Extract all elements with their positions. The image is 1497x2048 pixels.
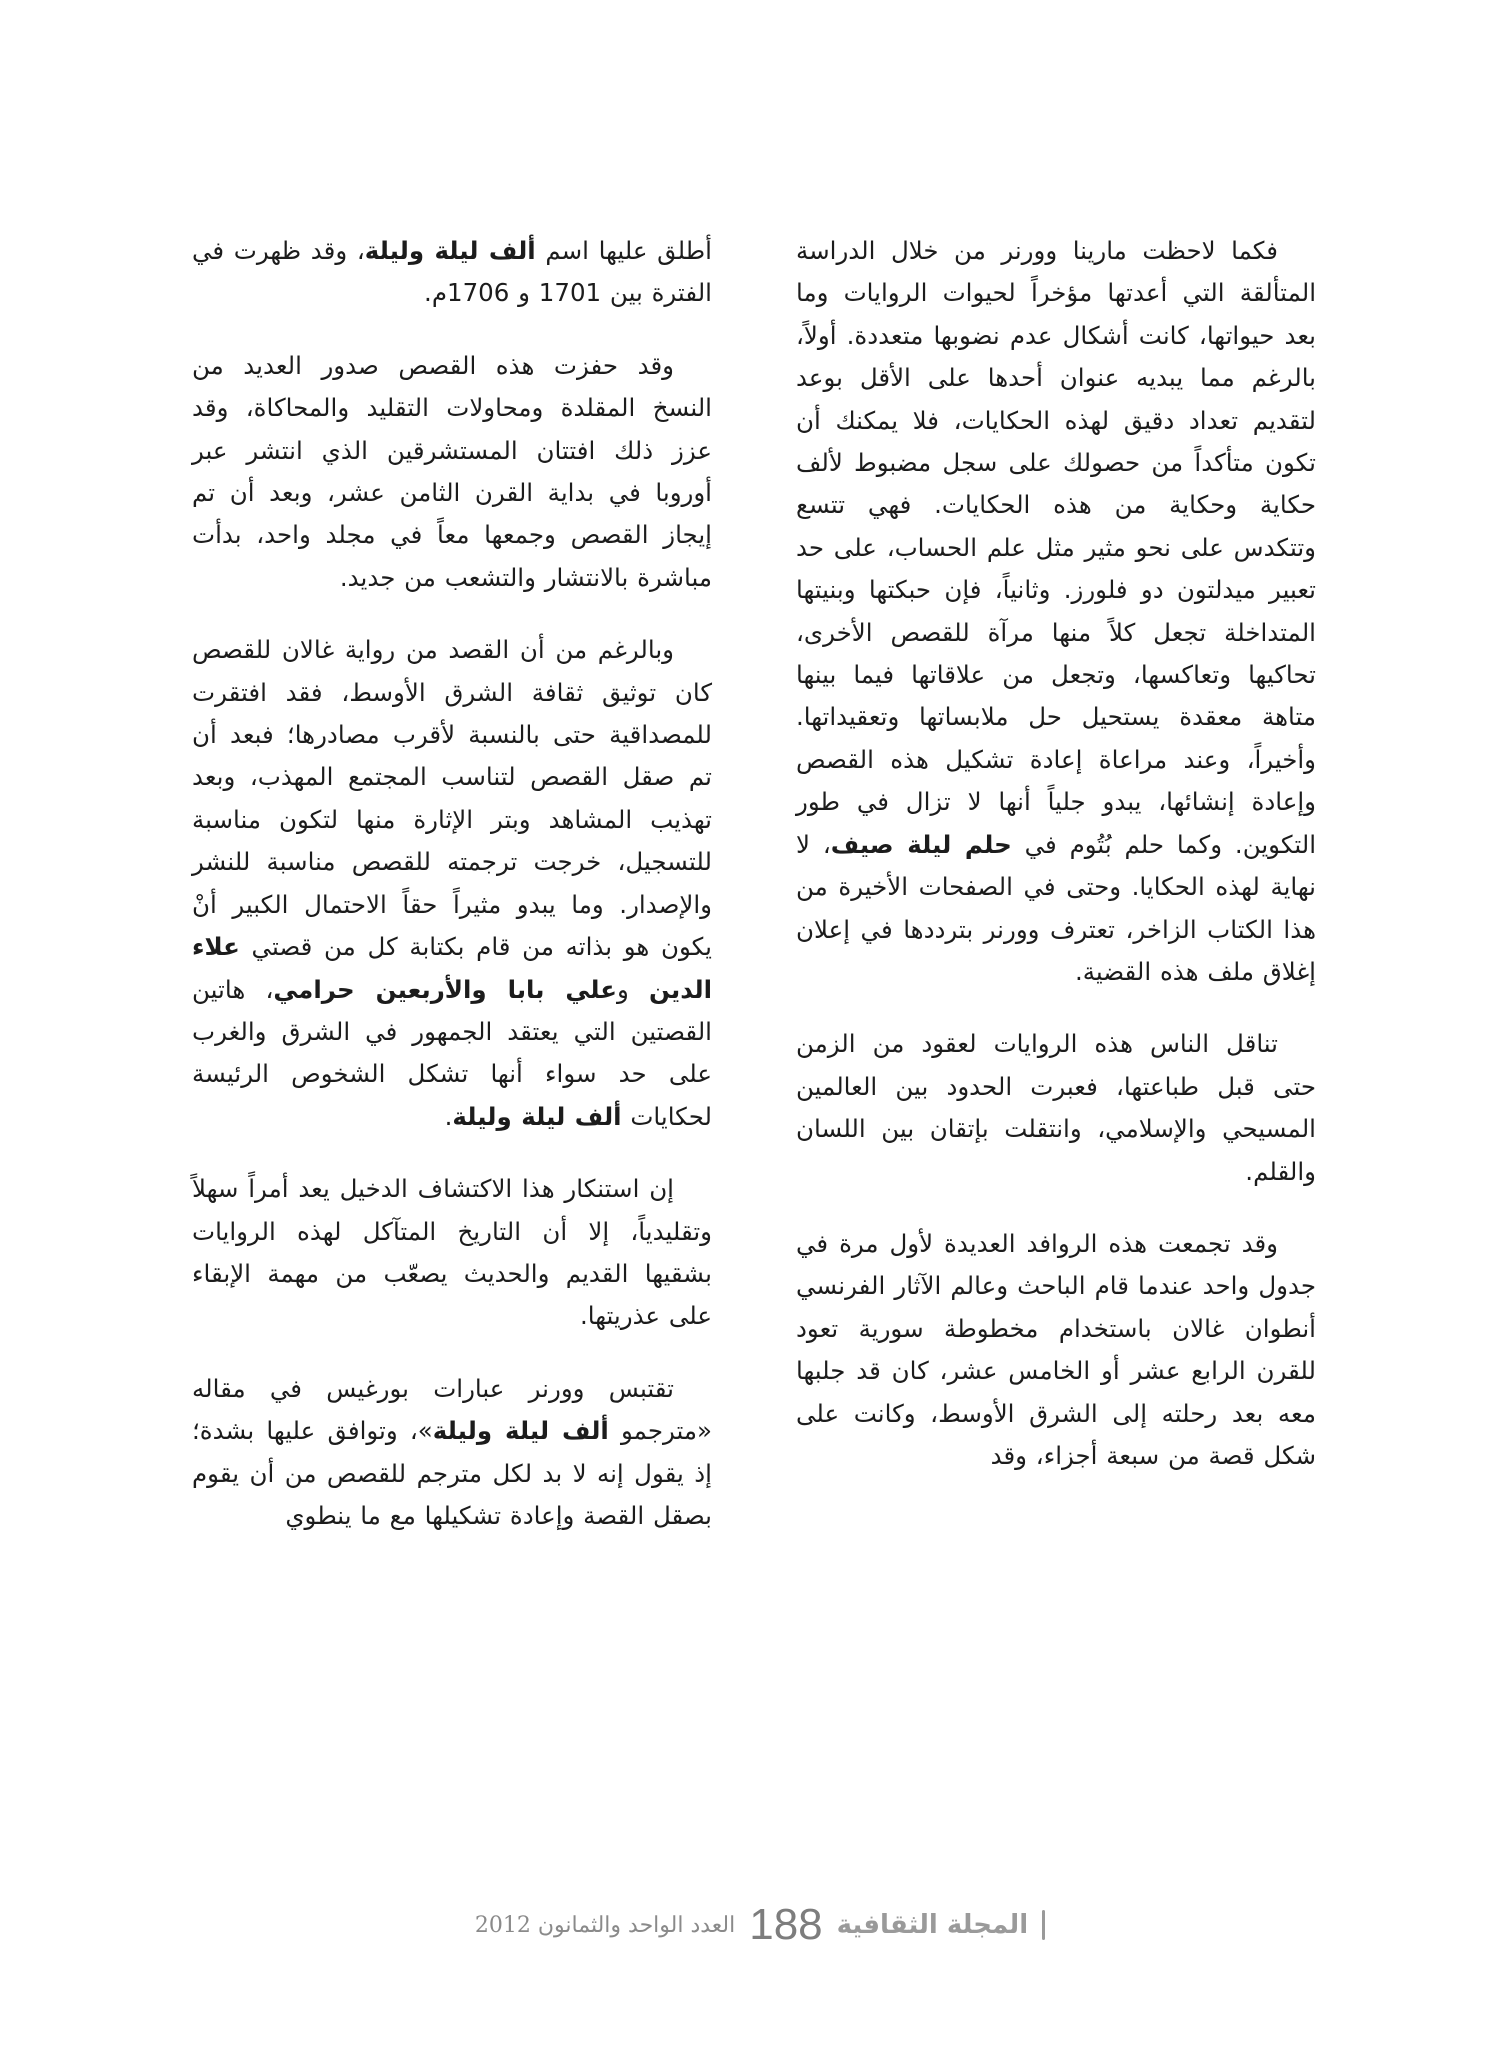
paragraph-text: تقتبس وورنر عبارات بورغيس في مقاله «مترجمو xyxy=(192,1373,713,1446)
paragraph-text: »، وتوافق عليها بشدة؛ إذ يقول إنه لا بد لكل مترجم للقصص من أن يقوم بصقل القصة وإعادة تشكيلها مع ما ينطوي xyxy=(192,1416,712,1530)
magazine-name: المجلة الثقافية xyxy=(836,1910,1029,1940)
paragraph-warner-study xyxy=(796,230,1316,993)
paragraph-text: و xyxy=(616,974,649,1004)
book-title-bold: حلم ليلة صيف xyxy=(830,829,1012,859)
page-number: 188 xyxy=(749,1900,823,1949)
paragraph-text: ، وقد ظهرت في الفترة بين 1701 و 1706م. xyxy=(192,236,712,308)
story-title-bold: علاء الدين xyxy=(192,932,712,1004)
paragraph-borges xyxy=(192,1368,712,1538)
paragraph-text: أطلق عليها اسم xyxy=(535,236,712,265)
footer-divider xyxy=(1042,1910,1045,1940)
article-column-left xyxy=(192,230,712,1567)
article-column-right xyxy=(796,230,1316,1507)
paragraph-text: ، لا نهاية لهذه الحكايا. وحتى في الصفحات الأخيرة من هذا الكتاب الزاخر، تعترف وورنر بترددها في إعلان إغلاق ملف هذه القضية. xyxy=(796,829,1316,986)
page-footer xyxy=(430,1900,1090,1950)
paragraph-text: ، هاتين القصتين التي يعتقد الجمهور في الشرق والغرب على حد سواء أنها تشكل الشخوص الرئيسة لحكايات xyxy=(192,974,712,1131)
book-title-bold: ألف ليلة وليلة xyxy=(432,1416,609,1446)
paragraph-continuation xyxy=(192,230,712,315)
paragraph-text: فكما لاحظت مارينا وورنر من خلال الدراسة المتألقة التي أعدتها مؤخراً لحيوات الروايات وما بعد حيواتها، كانت أشكال عدم نضوبها متعددة. أولاً، بالرغم مما يبديه عنوان أحدها على الأقل بوعد لتقديم تعداد دقيق لهذه الحكايات، فلا يمكنك أن تكون متأكداً من حصولك على سجل مضبوط لألف حكاية وحكاية من هذه الحكايات. فهي تتسع وتتكدس على نحو مثير مثل علم الحساب، على حد تعبير ميدلتون دو فلورز. وثانياً، فإن حبكتها وبنيتها المتداخلة تجعل كلاً منها مرآة للقصص الأخرى، تحاكيها وتعاكسها، وتجعل من علاقاتها فيما بينها متاهة معقدة يستحيل حل ملابساتها وتعقيداتها. وأخيراً، وعند مراعاة إعادة تشكيل هذه القصص وإعادة إنشائها، يبدو جلياً أنها لا تزال في طور التكوين. وكما حلم بُتُوم في xyxy=(796,236,1317,859)
paragraph-text: . xyxy=(444,1101,453,1131)
paragraph-galland: وقد تجمعت هذه الروافد العديدة لأول مرة في جدول واحد عندما قام الباحث وعالم الآثار الفرنسي أنطوان غالان باستخدام مخطوطة سورية تعود للقرن الرابع عشر أو الخامس عشر، كان قد جلبها معه بعد رحلته إلى الشرق الأوسط، وكانت على شكل قصة من سبعة أجزاء، وقد xyxy=(796,1228,1316,1470)
book-title-bold: ألف ليلة وليلة xyxy=(452,1101,622,1131)
paragraph-history: إن استنكار هذا الاكتشاف الدخيل يعد أمراً سهلاً وتقليدياً، إلا أن التاريخ المتآكل لهذه الروايات بشقيها القديم والحديث يصعّب من مهمة الإبقاء على عذريتها. xyxy=(192,1174,712,1331)
paragraph-transmission: تناقل الناس هذه الروايات لعقود من الزمن حتى قبل طباعتها، فعبرت الحدود بين العالمين المسيحي والإسلامي، وانتقلت بإتقان بين اللسان والقلم. xyxy=(796,1029,1316,1186)
paragraph-imitations: وقد حفزت هذه القصص صدور العديد من النسخ المقلدة ومحاولات التقليد والمحاكاة، وقد عزز ذلك افتتان المستشرقين الذي انتشر عبر أوروبا في بداية القرن الثامن عشر، وبعد أن تم إيجاز القصص وجمعها معاً في مجلد واحد، بدأت مباشرة بالانتشار والتشعب من جديد. xyxy=(192,350,712,592)
issue-label: العدد الواحد والثمانون 2012 xyxy=(474,1912,736,1938)
book-title-bold: ألف ليلة وليلة xyxy=(364,236,536,265)
paragraph-authenticity xyxy=(192,629,712,1138)
paragraph-text: وبالرغم من أن القصد من رواية غالان للقصص كان توثيق ثقافة الشرق الأوسط، فقد افتقرت للمصداقية حتى بالنسبة لأقرب مصادرها؛ فبعد أن تم صقل القصص لتناسب المجتمع المهذب، وبعد تهذيب المشاهد وبتر الإثارة منها لتكون مناسبة للتسجيل، خرجت ترجمته للقصص مناسبة للنشر والإصدار. وما يبدو مثيراً حقاً الاحتمال الكبير أنْ يكون هو بذاته من قام بكتابة كل من قصتي xyxy=(192,635,712,962)
story-title-bold: علي بابا والأربعين حرامي xyxy=(273,974,617,1004)
